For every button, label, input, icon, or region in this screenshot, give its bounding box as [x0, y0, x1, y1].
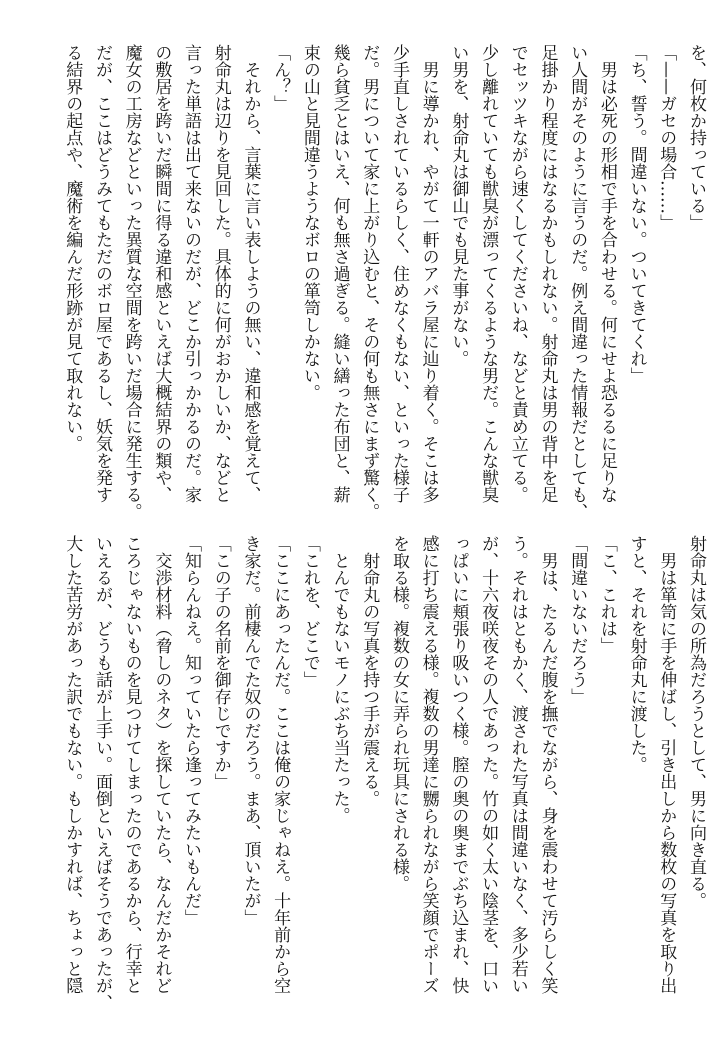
text-line: 「——ガセの場合……」 — [656, 44, 677, 231]
text-line: 射命丸の写真を持つ手が震える。 — [359, 535, 380, 807]
text-line: の敷居を跨いだ瞬間に得る違和感といえば大概結界の類や、 — [151, 44, 172, 503]
text-line: 射命丸は気の所為だろうとして、男に向き直る。 — [686, 535, 706, 909]
text-line: 「これを、どこで」 — [299, 535, 320, 688]
text-line: 交渉材料（脅しのネタ）を探していたら、なんだかそれど — [151, 535, 172, 994]
text-line: 束の山と見間違うようなボロの箪笥しかない。 — [299, 44, 320, 401]
text-line: 男は箪笥に手を伸ばし、引き出しから数枚の写真を取り出 — [656, 535, 677, 994]
text-line: 男は、たるんだ腹を撫でながら、身を震わせて汚らしく笑 — [537, 535, 558, 994]
text-line: を取る様。複数の女に弄られ玩具にされる様。 — [388, 535, 409, 892]
text-line: 「ち、誓う。間違いない。ついてきてくれ」 — [626, 44, 647, 384]
text-line: 「ここにあったんだ。ここは俺の家じゃねえ。十年前から空 — [270, 535, 291, 994]
text-line: 「この子の名前を御存じですか」 — [210, 535, 231, 790]
text-line: 射命丸は辺りを見回した。具体的に何がおかしいか、などと — [210, 44, 231, 503]
text-line: 「間違いないだろう」 — [567, 535, 588, 705]
text-line: が、十六夜咲夜その人であった。竹の如く太い陰茎を、口い — [478, 535, 499, 994]
text-line: とんでもないモノにぶち当たった。 — [329, 535, 350, 824]
text-line: 「こ、これは」 — [596, 535, 617, 654]
text-line: い人間がそのように言うのだ。例え間違った情報だとしても、 — [567, 44, 588, 520]
text-line: すと、それを射命丸に渡した。 — [626, 535, 647, 773]
text-line: だが、ここはどうみてもただのボロ屋であるし、妖気を発す — [91, 44, 112, 503]
text-line: を、何枚か持っている」 — [686, 44, 706, 231]
text-line: っぱいに頬張り吸いつく様。膣の奥の奥までぶち込まれ、快 — [448, 535, 469, 994]
text-block-top — [56, 44, 710, 520]
text-line: う。それはともかく、渡された写真は間違いなく、多少若い — [507, 535, 528, 994]
text-line: いえるが、どうも話が上手い。面倒といえばそうであったが、 — [91, 535, 112, 1011]
text-line: 男は必死の形相で手を合わせる。何にせよ恐るるに足りな — [596, 44, 617, 503]
text-block-bottom — [56, 535, 710, 1010]
text-line: 少し離れていても獣臭が漂ってくるような男だ。こんな獣臭 — [478, 44, 499, 503]
text-line: 足掛かり程度にはなるかもしれない。射命丸は男の背中を足 — [537, 44, 558, 503]
text-line: 感に打ち震える様。複数の男達に嬲られながら笑顔でポーズ — [418, 535, 439, 994]
text-line: 幾ら貧乏とはいえ、何も無さ過ぎる。縫い繕った布団と、薪 — [329, 44, 350, 503]
text-line: それから、言葉に言い表しようの無い、違和感を覚えて、 — [240, 44, 261, 503]
text-line: 言った単語は出て来ないのだが、どこか引っかかるのだ。家 — [181, 44, 202, 503]
text-line: でセッツキながら速くしてくださいね、などと責め立てる。 — [507, 44, 528, 503]
text-line: 男に導かれ、やがて一軒のアバラ屋に辿り着く。そこは多 — [418, 44, 439, 503]
text-line: 「知らんねえ。知っていたら逢ってみたいもんだ」 — [181, 535, 202, 926]
text-line: 「ん？」 — [270, 44, 291, 112]
text-line: だ。男について家に上がり込むと、その何も無さにまず驚く。 — [359, 44, 380, 520]
text-line: い男を、射命丸は御山でも見た事がない。 — [448, 44, 469, 367]
text-line: 大した苦労があった訳でもない。もしかすれば、ちょっと隠 — [62, 535, 83, 994]
text-line: る結界の起点や、魔術を編んだ形跡が見て取れない。 — [62, 44, 83, 452]
text-line: 魔女の工房などといった異質な空間を跨いだ場合に発生する。 — [121, 44, 142, 520]
text-line: 少手直しされているらしく、住めなくもない、といった様子 — [388, 44, 409, 503]
text-line: き家だ。前棲んでた奴のだろう。まあ、頂いたが」 — [240, 535, 261, 926]
text-line: ころじゃないものを見つけてしまったのであるから、行幸と — [121, 535, 142, 994]
